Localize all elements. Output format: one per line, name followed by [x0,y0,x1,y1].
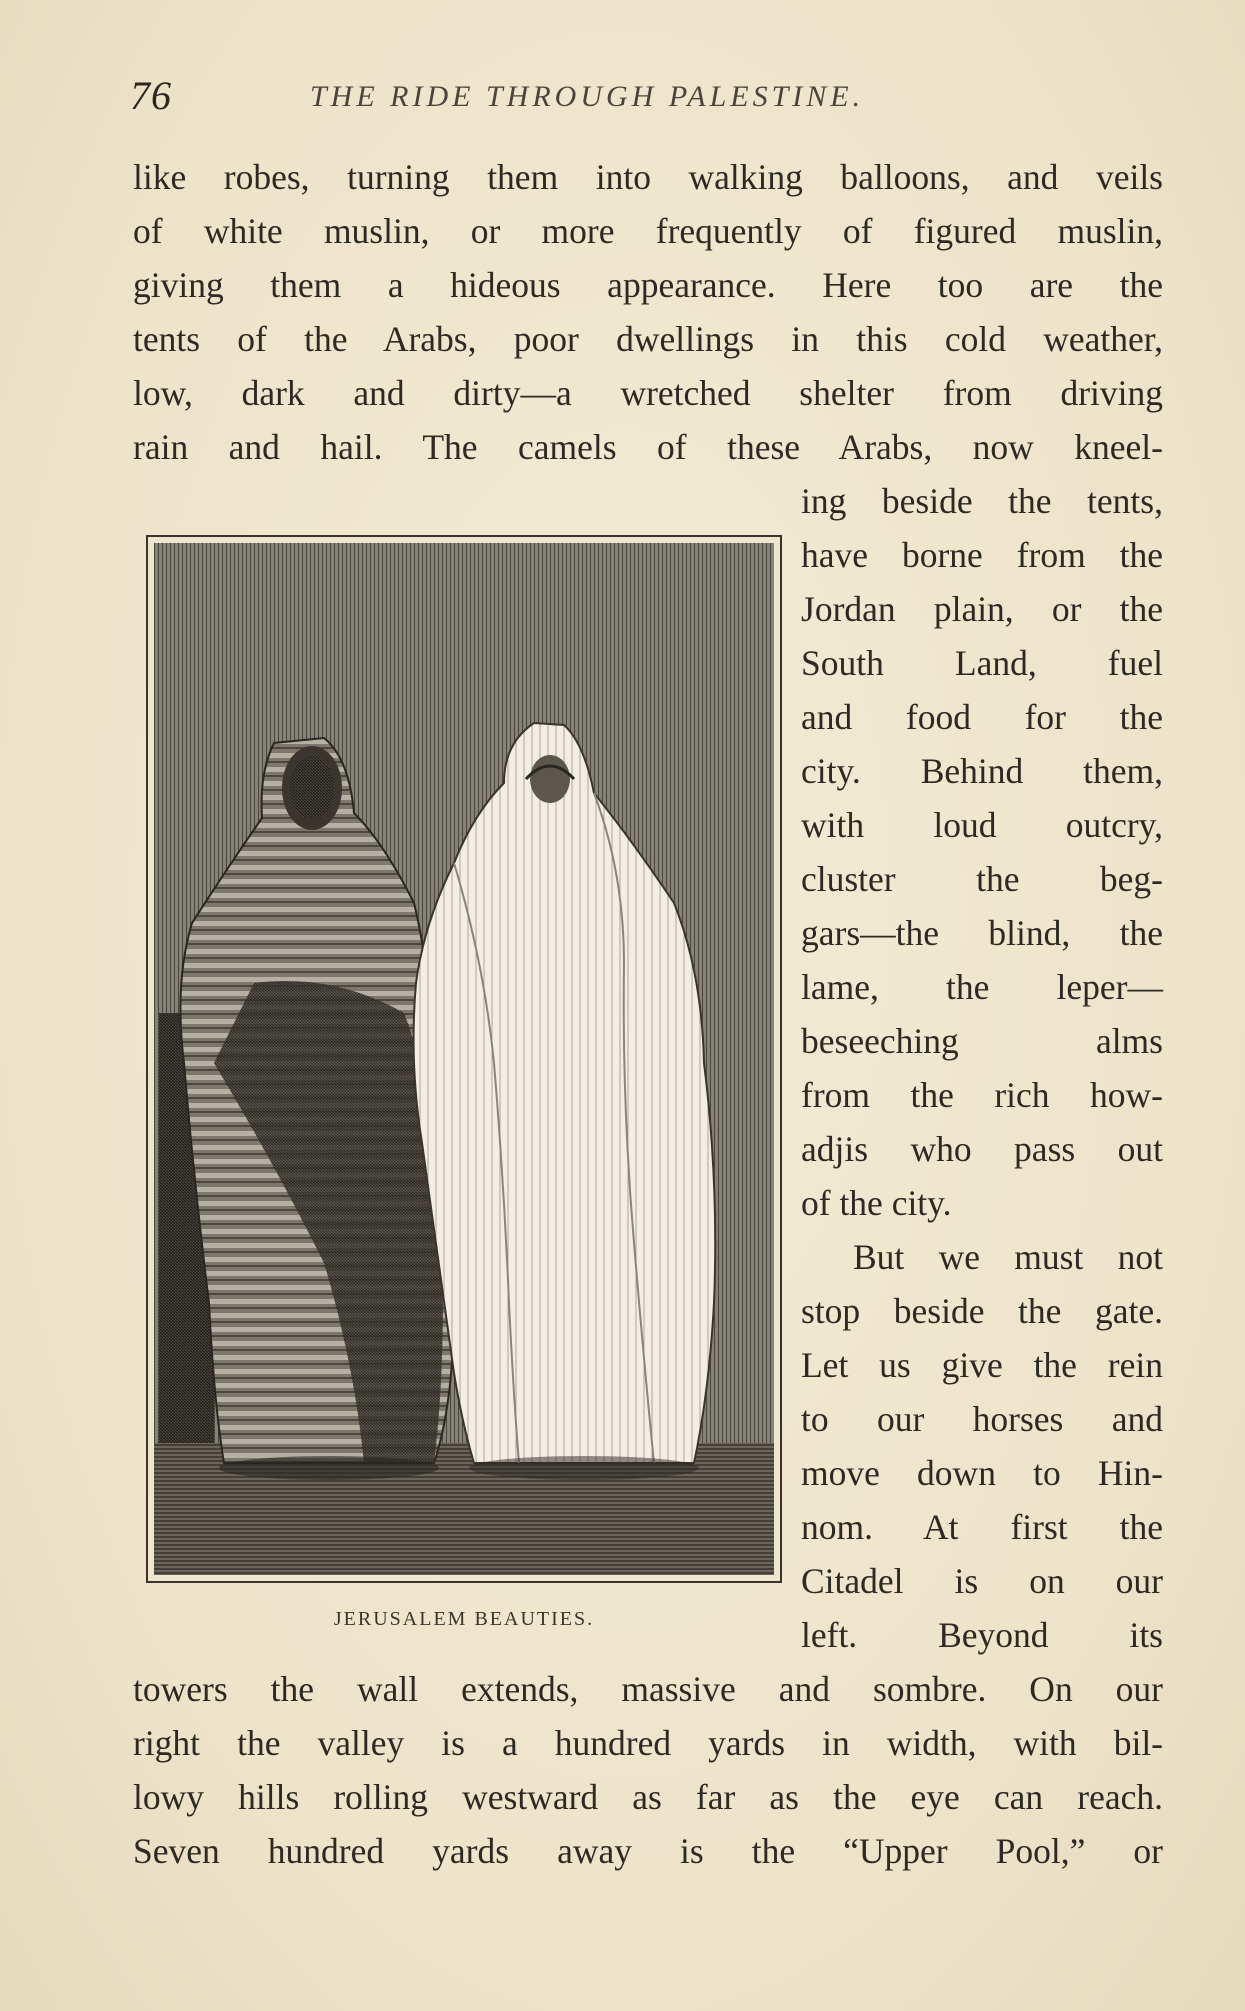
text-line: city. Behind them, [801,751,1163,791]
text-line: beseeching alms [801,1021,1163,1061]
text-line: towers the wall extends, massive and sombre. On our [133,1669,1163,1709]
text-line: lame, the leper— [801,967,1163,1007]
text-line: cluster the beg- [801,859,1163,899]
text-line: from the rich how- [801,1075,1163,1115]
engraving-image [154,543,774,1575]
running-title: THE RIDE THROUGH PALESTINE. [310,80,865,113]
text-line: ing beside the tents, [801,481,1163,521]
text-line: Citadel is on our [801,1561,1163,1601]
page-header [130,72,1130,122]
text-line: of the city. [801,1183,952,1223]
paragraph-start-line: But we must not [853,1237,1163,1277]
text-line: have borne from the [801,535,1163,575]
text-line: stop beside the gate. [801,1291,1163,1331]
text-line: gars—the blind, the [801,913,1163,953]
text-line: move down to Hin- [801,1453,1163,1493]
text-line: nom. At first the [801,1507,1163,1547]
text-line: tents of the Arabs, poor dwellings in this cold weather, [133,319,1163,359]
engraving-illustration [146,535,782,1583]
text-line: like robes, turning them into walking balloons, and veils [133,157,1163,197]
text-line: giving them a hideous appearance. Here too are the [133,265,1163,305]
text-line: low, dark and dirty—a wretched shelter from driving [133,373,1163,413]
text-line: right the valley is a hundred yards in width, with bil- [133,1723,1163,1763]
text-line: South Land, fuel [801,643,1163,683]
text-line: lowy hills rolling westward as far as the eye can reach. [133,1777,1163,1817]
text-line: Jordan plain, or the [801,589,1163,629]
text-line: and food for the [801,697,1163,737]
text-line: of white muslin, or more frequently of figured muslin, [133,211,1163,251]
text-line: Seven hundred yards away is the “Upper Pool,” or [133,1831,1163,1871]
page-number: 76 [130,73,172,118]
text-line: rain and hail. The camels of these Arabs, now kneel- [133,427,1163,467]
figure-caption: JERUSALEM BEAUTIES. [333,1608,595,1630]
text-line: to our horses and [801,1399,1163,1439]
text-line: with loud outcry, [801,805,1163,845]
text-line: adjis who pass out [801,1129,1163,1169]
text-line: Let us give the rein [801,1345,1163,1385]
text-line: left. Beyond its [801,1615,1163,1655]
